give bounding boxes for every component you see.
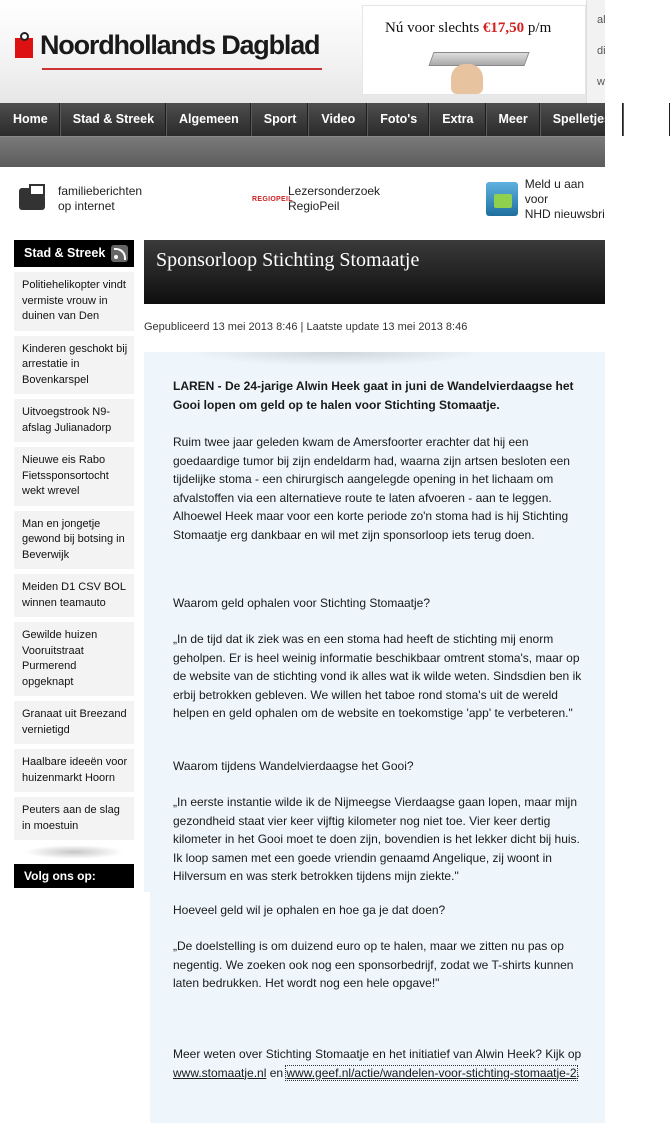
newsletter-icon [486,182,518,216]
sidebar-news-item[interactable]: Haalbare ideeën voor huizenmarkt Hoorn [14,749,134,792]
site-logo[interactable] [13,30,319,61]
nav-item-algemeen[interactable]: Algemeen [166,103,251,136]
stomaatje-link[interactable]: www.stomaatje.nl [173,1065,267,1080]
article-lead: LAREN - De 24-jarige Alwin Heek gaat in juni de Wandelvierdaagse het Gooi lopen om geld op te halen voor Stichting Stomaatje. [173,379,574,412]
geef-link[interactable]: www.geef.nl/actie/wandelen-voor-stichting-stomaatje-2 [286,1065,577,1080]
article-shadow [188,352,488,366]
hand-icon [451,64,483,94]
sidebar-news-item[interactable]: Gewilde huizen Vooruitstraat Purmerend opgeknapt [14,622,134,696]
article-answer: „In de tijd dat ik ziek was en een stoma had heeft de stichting mij enorm geholpen. Er is heel weinig informatie beschikbaar omtrent stoma's, maar op de website van de stichting vond ik alles wat ik wilde weten. Sindsdien ben ik erbij betrokken gebleven. We willen het taboe rond stoma's uit de wereld helpen en geld ophalen om de website en toekomstige 'app' te verbeteren." [173,632,582,720]
nav-item-fotos[interactable]: Foto's [367,103,429,136]
promo-regiopeil[interactable] [252,175,380,223]
article-question: Waarom geld ophalen voor Stichting Stomaatje? [173,596,431,610]
regiopeil-logo-icon: REGIOPEIL [252,195,293,203]
side-link[interactable]: w [597,76,605,88]
nav-item-stad-streek[interactable]: Stad & Streek [60,103,166,136]
article-title-bar [144,240,605,304]
envelope-hand-icon [17,182,51,216]
sidebar [14,240,134,888]
rss-icon[interactable] [111,245,128,262]
nav-item-video[interactable]: Video [308,103,367,136]
side-link[interactable]: di [597,45,606,57]
article-question: Hoeveel geld wil je ophalen en hoe ga je dat doen? [173,903,446,917]
nav-item-sport[interactable]: Sport [251,103,309,136]
sidebar-news-item[interactable]: Uitvoegstrook N9-afslag Julianadorp [14,399,134,442]
sidebar-news-item[interactable]: Politiehelikopter vindt vermiste vrouw in duinen van Den [14,272,134,331]
logo-text: Noordhollands Dagblad [40,30,320,60]
nav-item-extra[interactable]: Extra [429,103,485,136]
ad-text: Nú voor slechts €17,50 p/m [385,20,552,36]
sidebar-heading[interactable]: Stad & Streek [14,240,134,267]
nav-item-meer[interactable]: Meer [486,103,540,136]
sub-nav-bar [0,136,605,167]
article-body-continued [150,892,605,1123]
sidebar-news-item[interactable]: Granaat uit Breezand vernietigd [14,701,134,744]
article-answer: „De doelstelling is om duizend euro op te halen, maar we zitten nu pas op negentig. We zoeken ook nog een sponsorbedrijf, zodat we T-shirts kunnen laten bedrukken. Het wordt nog een hele opgave!" [173,939,574,990]
promo-familieberichten[interactable] [17,175,142,223]
sidebar-news-item[interactable]: Kinderen geschokt bij arrestatie in Bovenkarspel [14,336,134,395]
sidebar-news-item[interactable]: Man en jongetje gewond bij botsing in Beverwijk [14,511,134,570]
header-side-links [586,0,605,103]
sidebar-news-item[interactable]: Peuters aan de slag in moestuin [14,797,134,840]
article-question: Waarom tijdens Wandelvierdaagse het Gooi? [173,759,414,773]
logo-underline [42,68,322,70]
sidebar-divider [24,845,124,859]
nav-item-spelletjes[interactable]: Spelletjes [540,103,623,136]
promo-label: familieberichten op internet [58,184,143,213]
newspaper-icon [428,52,529,66]
nav-item-van[interactable]: Van [623,103,670,136]
main-nav [0,103,659,136]
promo-label: Lezersonderzoek RegioPeil [288,184,381,213]
article-more-info: Meer weten over Stichting Stomaatje en het initiatief van Alwin Heek? Kijk op www.stomaatje.nl en www.geef.nl/actie/wandelen-voor-stichting-stomaatje-2. [173,1047,582,1080]
sidebar-news-item[interactable]: Nieuwe eis Rabo Fietssponsortocht wekt wrevel [14,447,134,506]
ad-price: €17,50 [482,20,525,36]
promo-newsletter[interactable] [486,175,605,223]
article-answer: „In eerste instantie wilde ik de Nijmeegse Vierdaagse gaan lopen, maar mijn gezondheid staat vier keer vijftig kilometer nog niet toe. Vier keer dertig kilometer in het Gooi moet te doen zijn, bovendien is het lekker dicht bij huis. Ik loop samen met een goede vriendin genaamd Angelique, zij woont in Hilversum en was sterk betrokken tijdens mijn ziekte." [173,795,580,883]
article-title: Sponsorloop Stichting Stomaatje [156,249,420,271]
side-link[interactable]: al [597,14,606,26]
site-header [0,0,605,103]
promo-label: Meld u aan voor NHD nieuwsbri [524,176,605,221]
logo-mark-icon [13,32,37,60]
follow-us-heading: Volg ons op: [14,864,134,888]
article-meta: Gepubliceerd 13 mei 2013 8:46 | Laatste update 13 mei 2013 8:46 [144,321,468,333]
sidebar-list [14,272,134,840]
nav-item-home[interactable]: Home [0,103,60,136]
article-paragraph: Ruim twee jaar geleden kwam de Amersfoorter erachter dat hij een goedaardige tumor bij zijn endeldarm had, waarna zijn artsen besloten een tijdelijke stoma - een chirurgisch aangelegde opening in het lichaam om afvalstoffen via een alternatieve route te laten afvoeren - aan te leggen. Alhoewel Heek maar voor een korte periode zo'n stoma had is hij Stichting Stomaatje erg dankbaar en wil met zijn sponsorloop iets terug doen. [173,435,570,542]
subscription-ad[interactable] [362,5,586,95]
sidebar-news-item[interactable]: Meiden D1 CSV BOL winnen teamauto [14,574,134,617]
